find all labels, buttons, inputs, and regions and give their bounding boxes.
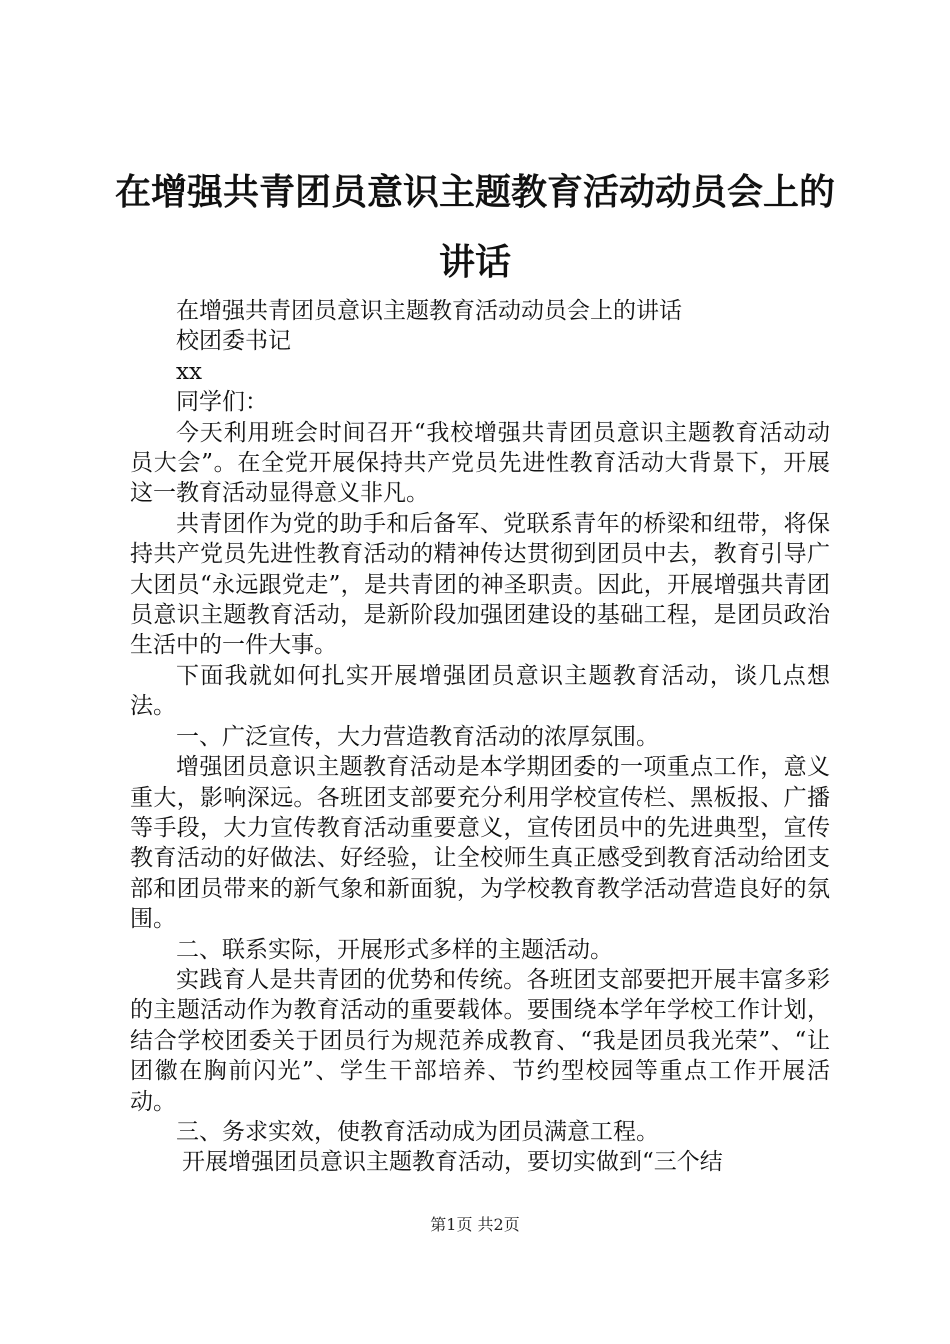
document-title: 在增强共青团员意识主题教育活动动员会上的讲话 [114,172,835,283]
section-heading-1: 一、广泛宣传，大力营造教育活动的浓厚氛围。 [176,723,659,750]
section-heading-2: 二、联系实际，开展形式多样的主题活动。 [176,936,613,963]
section-heading-3: 三、务求实效，使教育活动成为团员满意工程。 [176,1118,659,1145]
paragraph-3: 下面我就如何扎实开展增强团员意识主题教育活动，谈几点想法。 [130,662,830,720]
paragraph-author-role: 校团委书记 [176,328,291,355]
document-body [130,296,830,1178]
paragraph-author-name: xx [176,358,202,385]
page-footer: 第1页 共2页 [430,1215,520,1234]
paragraph-5: 实践育人是共青团的优势和传统。各班团支部要把开展丰富多彩的主题活动作为教育活动的重要载体。要围绕本学年学校工作计划，结合学校团委关于团员行为规范养成教育、“我是团员我光荣”、“让团徽在胸前闪光”、学生干部培养、节约型校园等重点工作开展活动。 [130,966,830,1115]
paragraph-6: 开展增强团员意识主题教育活动，要切实做到“三个结 [182,1149,723,1176]
paragraph-subtitle: 在增强共青团员意识主题教育活动动员会上的讲话 [176,298,682,324]
paragraph-salutation: 同学们： [176,389,268,416]
paragraph-4: 增强团员意识主题教育活动是本学期团委的一项重点工作，意义重大，影响深远。各班团支部要充分利用学校宣传栏、黑板报、广播等手段，大力宣传教育活动重要意义，宣传团员中的先进典型，宣传教育活动的好做法、好经验，让全校师生真正感受到教育活动给团支部和团员带来的新气象和新面貌，为学校教育教学活动营造良好的氛围。 [130,754,830,933]
paragraph-2: 共青团作为党的助手和后备军、党联系青年的桥梁和纽带，将保持共产党员先进性教育活动的精神传达贯彻到团员中去，教育引导广大团员“永远跟党走”，是共青团的神圣职责。因此，开展增强共青团员意识主题教育活动，是新阶段加强团建设的基础工程，是团员政治生活中的一件大事。 [130,510,830,659]
paragraph-1: 今天利用班会时间召开“我校增强共青团员意识主题教育活动动员大会”。在全党开展保持共产党员先进性教育活动大背景下，开展这一教育活动显得意义非凡。 [130,419,830,507]
